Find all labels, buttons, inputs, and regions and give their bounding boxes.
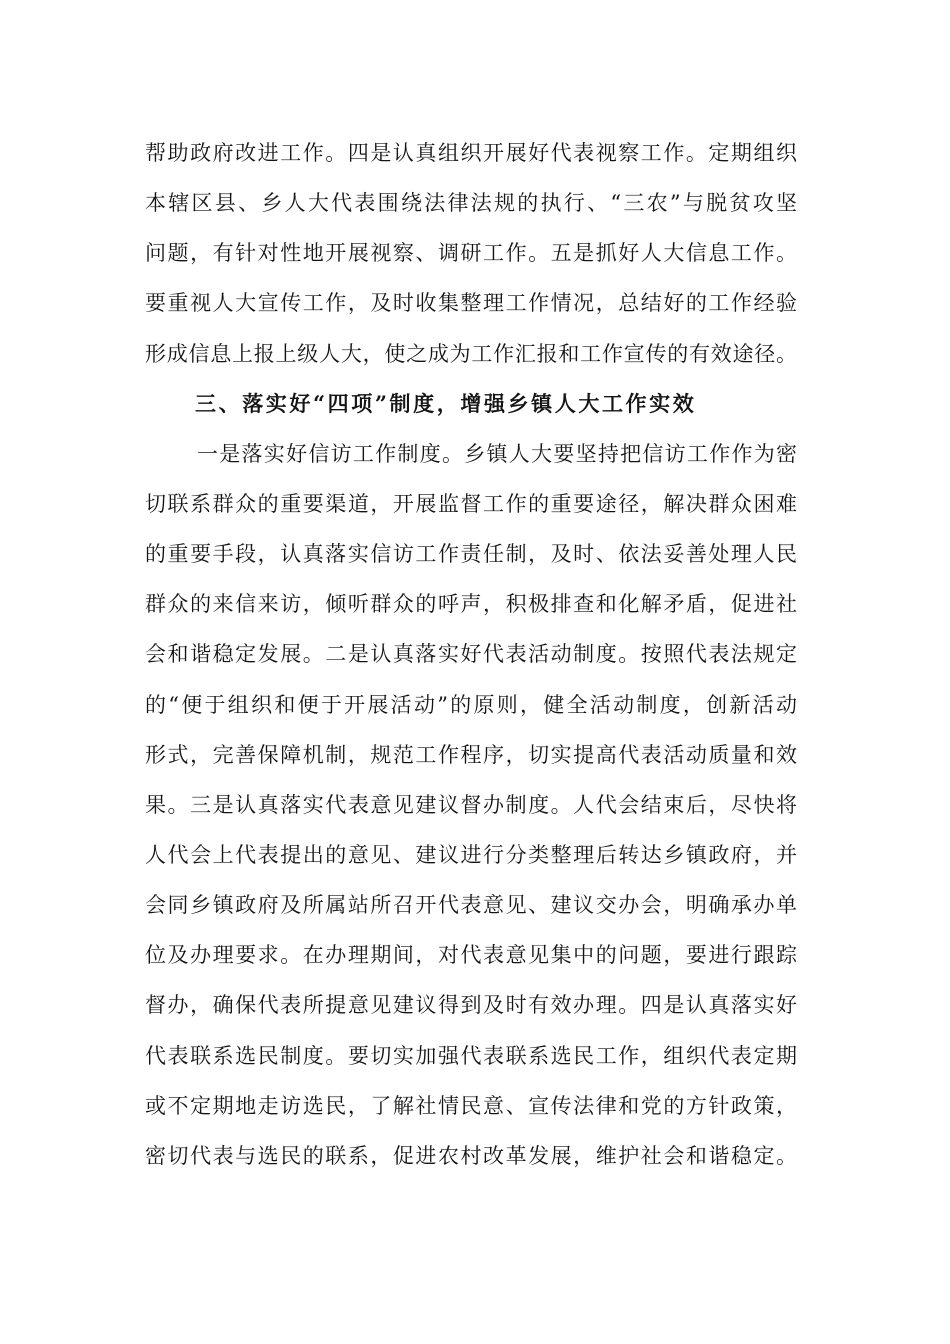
paragraph-line: 一是落实好信访工作制度。乡镇人大要坚持把信访工作作为密: [197, 441, 797, 466]
paragraph-line: 或不定期地走访选民，了解社情民意、宣传法律和党的方针政策，: [145, 1093, 797, 1118]
paragraph-line: 代表联系选民制度。要切实加强代表联系选民工作，组织代表定期: [145, 1043, 797, 1068]
paragraph-line: 位及办理要求。在办理期间，对代表意见集中的问题，要进行跟踪: [145, 943, 797, 968]
paragraph-line: 的重要手段，认真落实信访工作责任制，及时、依法妥善处理人民: [145, 542, 797, 567]
paragraph-line: 切联系群众的重要渠道，开展监督工作的重要途径，解决群众困难: [145, 491, 797, 516]
paragraph-line: 本辖区县、乡人大代表围绕法律法规的执行、“三农”与脱贫攻坚: [145, 191, 797, 216]
paragraph-1: [145, 128, 797, 379]
paragraph-line: 形成信息上报上级人大，使之成为工作汇报和工作宣传的有效途径。: [145, 341, 797, 366]
paragraph-line: 会同乡镇政府及所属站所召开代表意见、建议交办会，明确承办单: [145, 893, 797, 918]
paragraph-line: 帮助政府改进工作。四是认真组织开展好代表视察工作。定期组织: [145, 141, 797, 165]
paragraph-line: 群众的来信来访，倾听群众的呼声，积极排查和化解矛盾，促进社: [145, 592, 797, 617]
section-heading: 三、落实好“四项”制度，增强乡镇人大工作实效: [195, 390, 697, 416]
paragraph-line: 人代会上代表提出的意见、建议进行分类整理后转达乡镇政府，并: [145, 842, 797, 867]
paragraph-line: 督办，确保代表所提意见建议得到及时有效办理。四是认真落实好: [145, 993, 797, 1018]
paragraph-2: [145, 429, 797, 1181]
paragraph-line: 问题，有针对性地开展视察、调研工作。五是抓好人大信息工作。: [145, 241, 797, 266]
paragraph-line: 会和谐稳定发展。二是认真落实好代表活动制度。按照代表法规定: [145, 642, 797, 667]
paragraph-line: 形式，完善保障机制，规范工作程序，切实提高代表活动质量和效: [145, 742, 797, 767]
document-body: [145, 128, 797, 1181]
paragraph-line: 密切代表与选民的联系，促进农村改革发展，维护社会和谐稳定。: [145, 1143, 797, 1168]
paragraph-line: 要重视人大宣传工作，及时收集整理工作情况，总结好的工作经验: [145, 291, 797, 316]
paragraph-line: 的“便于组织和便于开展活动”的原则，健全活动制度，创新活动: [145, 692, 797, 717]
paragraph-line: 果。三是认真落实代表意见建议督办制度。人代会结束后，尽快将: [145, 792, 797, 817]
